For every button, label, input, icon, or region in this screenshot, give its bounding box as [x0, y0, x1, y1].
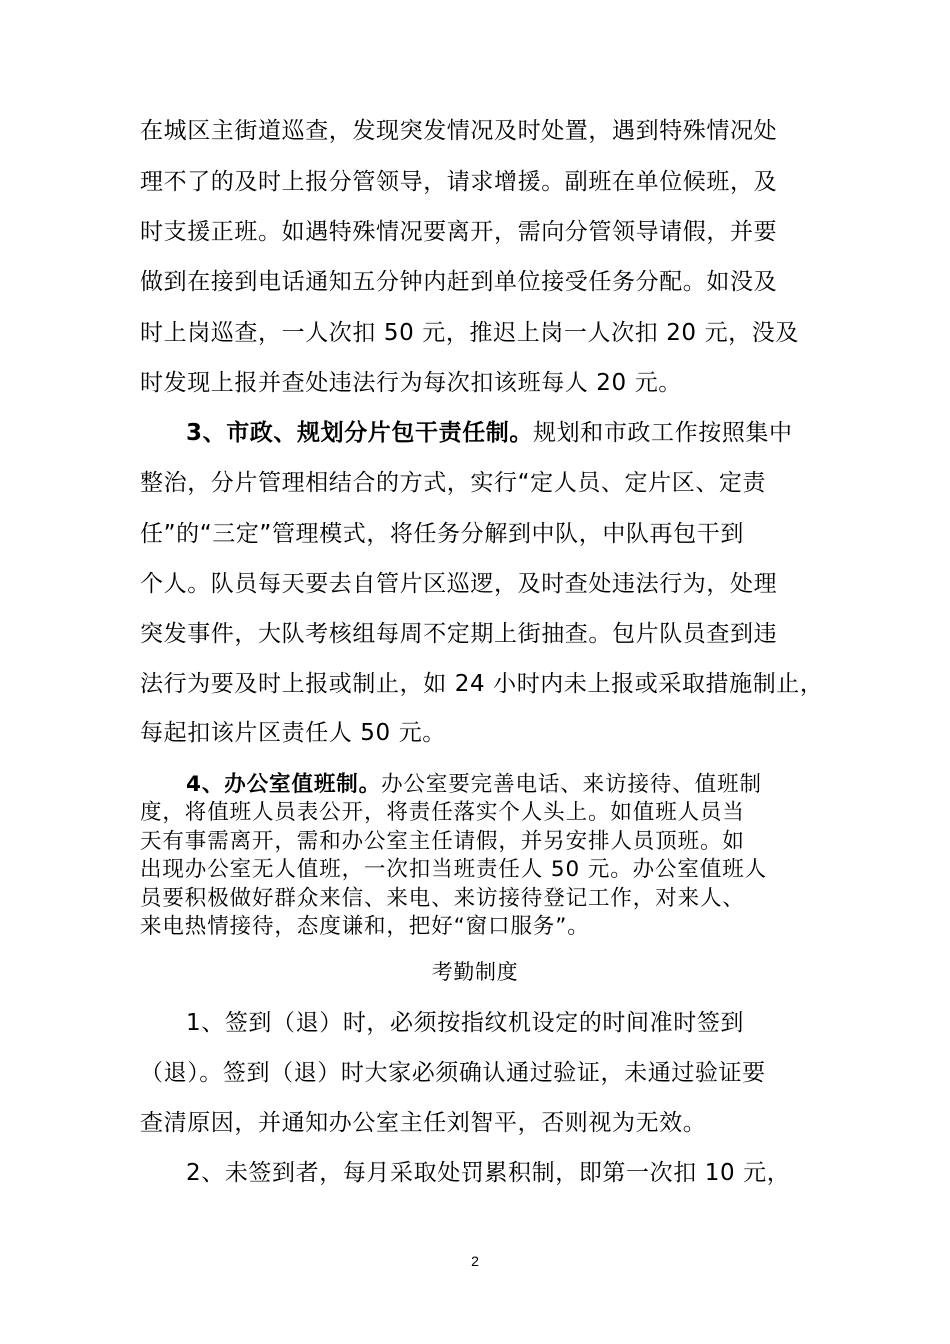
section-3-first-line-rest: 规划和市政工作按照集中 [533, 420, 793, 446]
paragraph-1-line-2: 理不了的及时上报分管领导，请求增援。副班在单位候班，及 [140, 169, 778, 195]
page-number: 2 [471, 1253, 479, 1269]
section-3-title: 3、市政、规划分片包干责任制。 [186, 420, 534, 446]
attendance-heading: 考勤制度 [431, 960, 519, 984]
attendance-item-1-line-1: 1、签到（退）时，必须按指纹机设定的时间准时签到 [186, 1010, 745, 1036]
attendance-item-1-line-3: 查清原因，并通知办公室主任刘智平，否则视为无效。 [140, 1110, 707, 1136]
section-3-first-line [186, 418, 793, 448]
section-3-line-6: 法行为要及时上报或制止，如 24 小时内未上报或采取措施制止， [140, 671, 824, 697]
section-3-line-3: 任”的“三定”管理模式，将任务分解到中队，中队再包干到 [140, 521, 744, 547]
section-3-line-7: 每起扣该片区责任人 50 元。 [140, 720, 446, 746]
section-4-first-line-rest: 办公室要完善电话、来访接待、值班制 [381, 772, 762, 797]
attendance-item-2-line-1: 2、未签到者，每月采取处罚累积制，即第一次扣 10 元， [186, 1160, 791, 1186]
section-3-line-4: 个人。队员每天要去自管片区巡逻，及时查处违法行为，处理 [140, 571, 778, 597]
section-4-title: 4、办公室值班制。 [186, 772, 382, 797]
paragraph-1-line-1: 在城区主街道巡查，发现突发情况及时处置，遇到特殊情况处 [140, 118, 778, 144]
paragraph-1-line-6: 时发现上报并查处违法行为每次扣该班每人 20 元。 [140, 370, 682, 396]
section-4-line-5: 员要积极做好群众来信、来电、来访接待登记工作，对来人、 [140, 886, 745, 911]
paragraph-1-line-5: 时上岗巡查，一人次扣 50 元，推迟上岗一人次扣 20 元，没及 [140, 320, 799, 346]
section-4-line-4: 出现办公室无人值班，一次扣当班责任人 50 元。办公室值班人 [140, 857, 768, 882]
section-4-line-3: 天有事需离开，需和办公室主任请假，并另安排人员顶班。如 [140, 829, 745, 854]
paragraph-1-line-3: 时支援正班。如遇特殊情况要离开，需向分管领导请假，并要 [140, 219, 778, 245]
attendance-item-1-line-2: （退）。签到（退）时大家必须确认通过验证，未通过验证要 [140, 1060, 766, 1086]
section-3-line-5: 突发事件，大队考核组每周不定期上街抽查。包片队员查到违 [140, 621, 778, 647]
section-4-first-line [186, 773, 762, 797]
section-4-line-6: 来电热情接待，态度谦和，把好“窗口服务”。 [140, 914, 590, 939]
paragraph-1-line-4: 做到在接到电话通知五分钟内赶到单位接受任务分配。如没及 [140, 269, 778, 295]
section-4-line-2: 度，将值班人员表公开，将责任落实个人头上。如值班人员当 [140, 800, 745, 825]
section-3-line-2: 整治，分片管理相结合的方式，实行“定人员、定片区、定责 [140, 470, 767, 496]
